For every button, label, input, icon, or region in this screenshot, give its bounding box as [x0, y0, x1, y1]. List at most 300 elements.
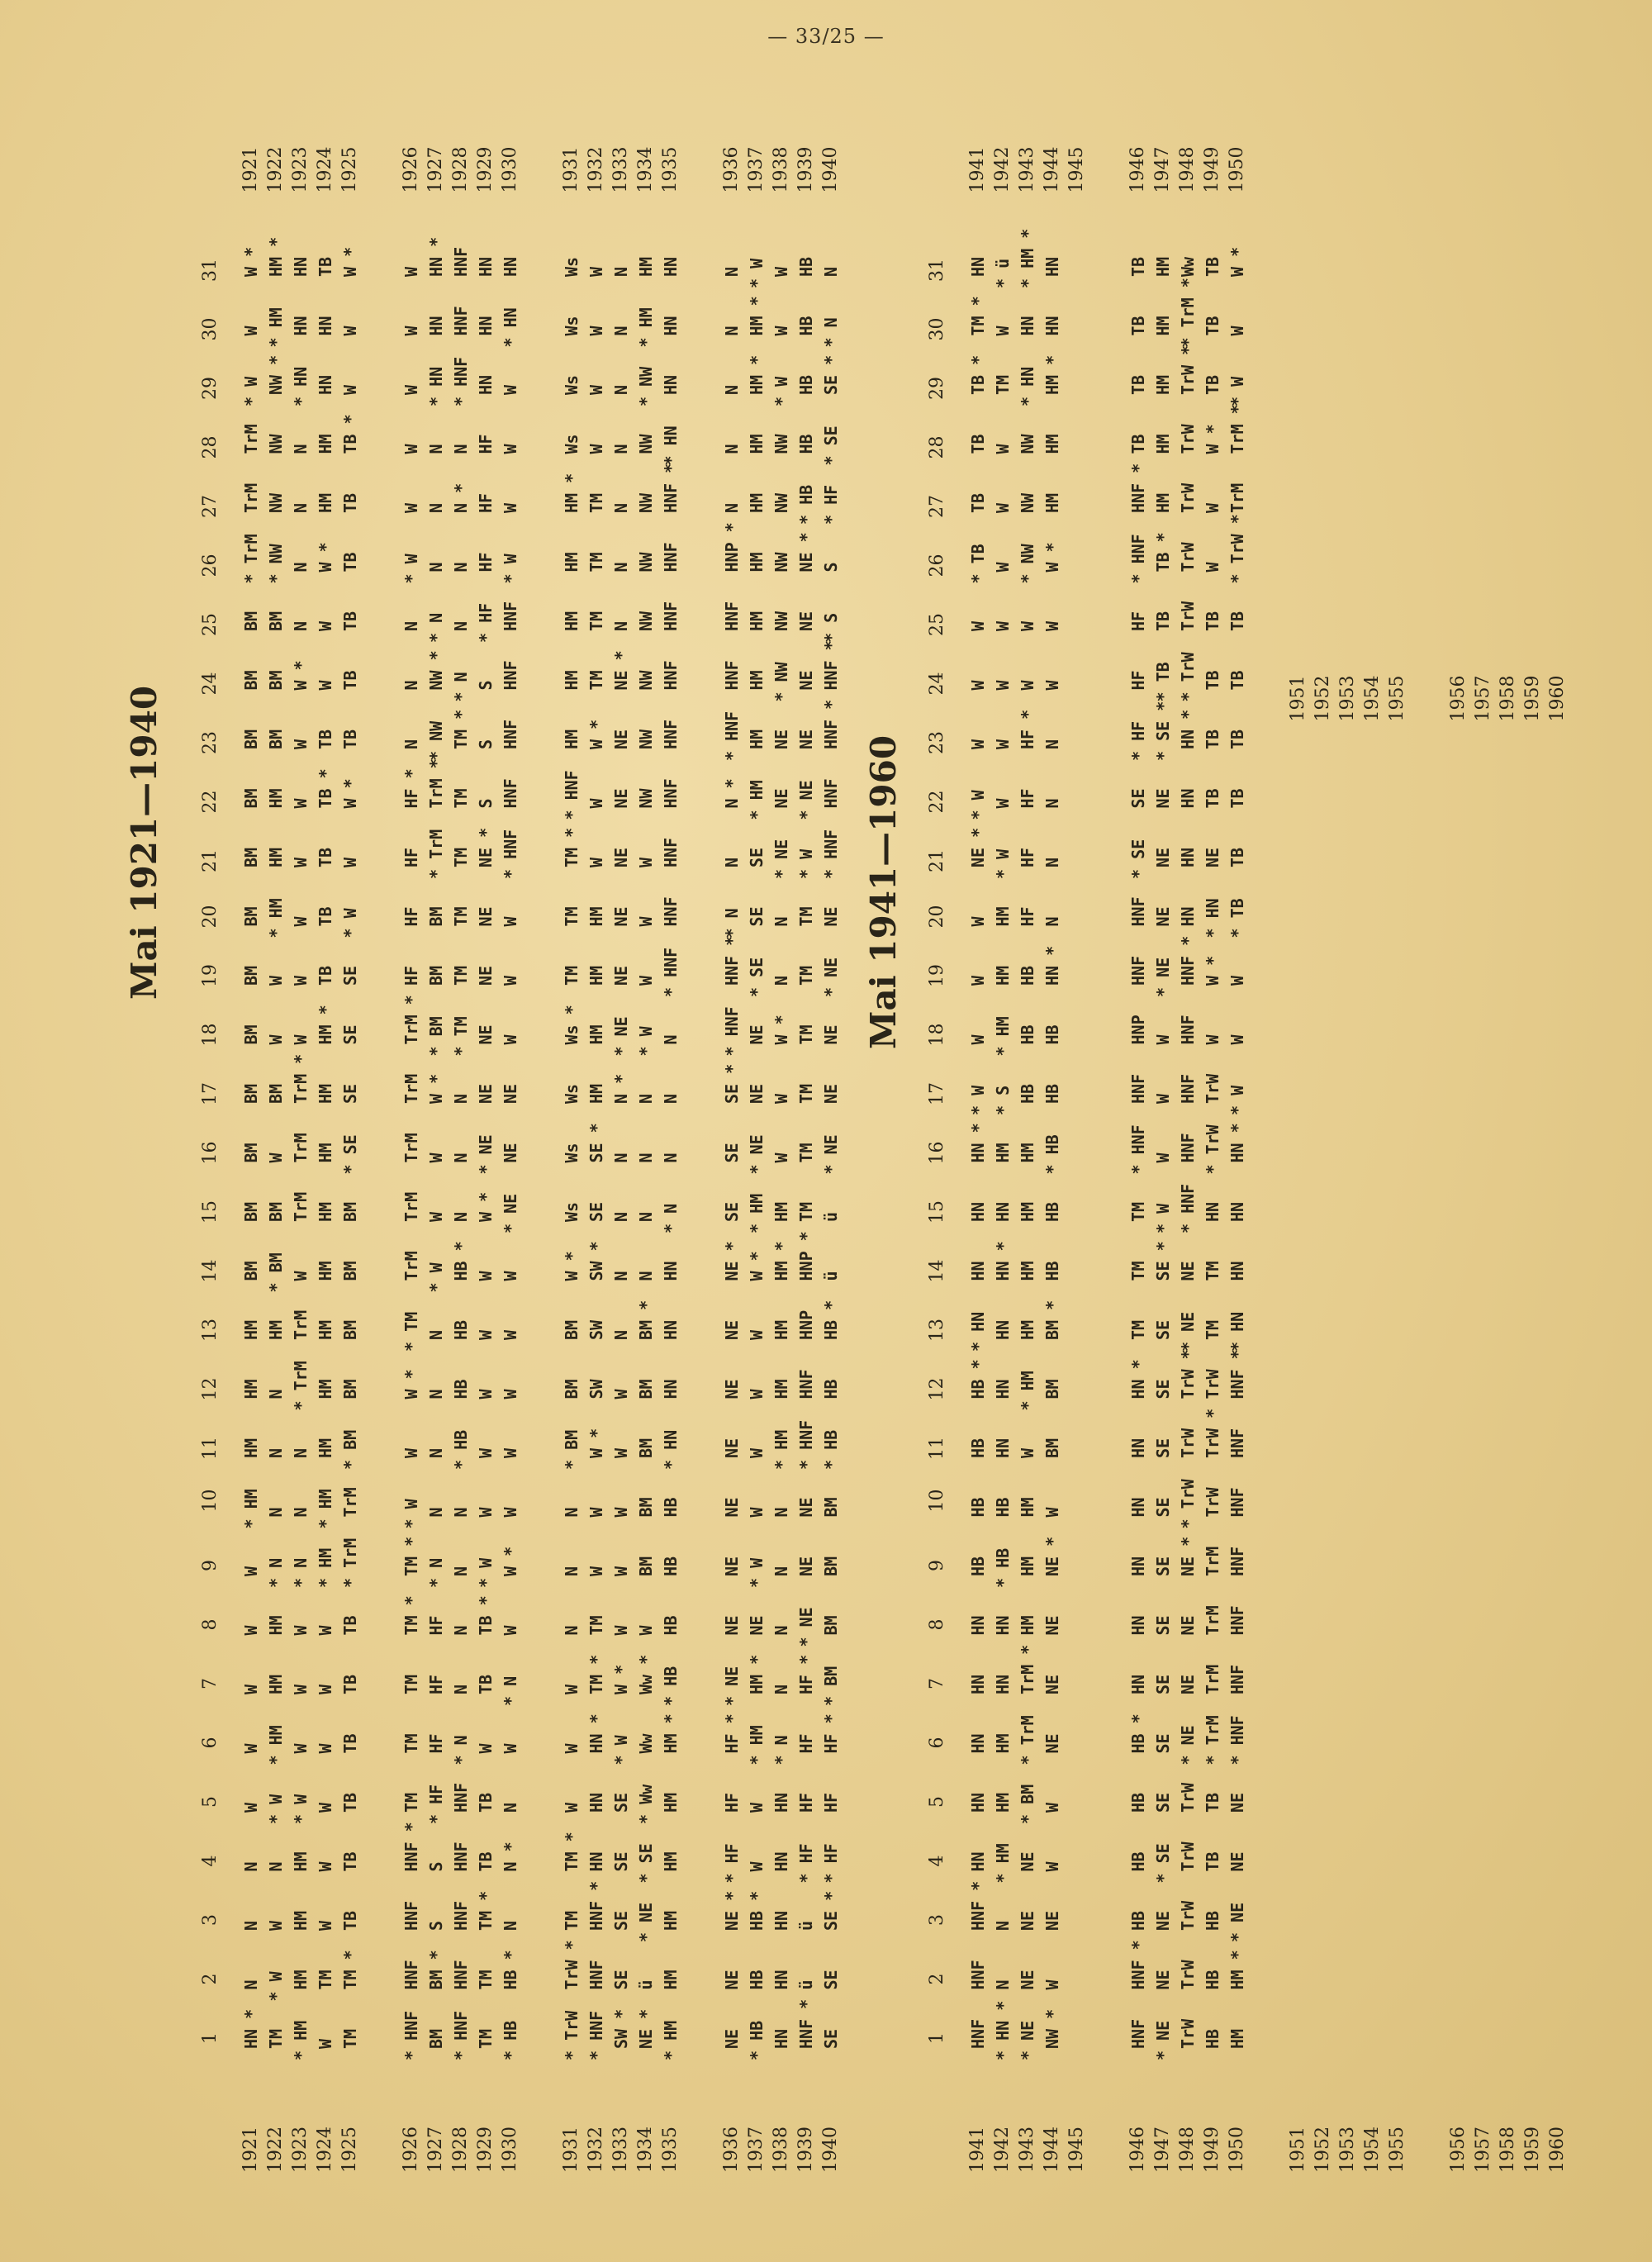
weather-cell: W — [993, 326, 1013, 336]
weather-cell: * W — [611, 1735, 631, 1765]
weather-cell: HM * — [1042, 354, 1062, 395]
weather-cell: N — [451, 1152, 471, 1163]
weather-cell: * HM — [266, 1725, 286, 1765]
weather-cell: W — [562, 1743, 582, 1754]
year-label: 1923 — [290, 2127, 311, 2173]
weather-cell: * W — [1153, 1203, 1173, 1233]
weather-cell: TrM * — [1227, 404, 1247, 454]
weather-cell: W * — [241, 246, 261, 277]
weather-cell: W * — [611, 1664, 631, 1694]
weather-cell: NW — [636, 552, 656, 573]
weather-cell: BM — [340, 1319, 360, 1340]
weather-cell: HM — [316, 1319, 335, 1340]
weather-cell: TM — [562, 965, 582, 986]
weather-cell: HF — [476, 492, 496, 513]
day-header-25: 25 — [200, 613, 221, 636]
weather-cell: HB — [451, 1319, 471, 1340]
weather-cell: N — [1042, 857, 1062, 867]
weather-cell: HNF — [821, 778, 841, 809]
weather-cell: TrM — [340, 1487, 360, 1518]
weather-cell: TB — [968, 492, 988, 513]
weather-cell: HF — [401, 965, 421, 986]
day-header-10: 10 — [927, 1489, 947, 1513]
year-label-right: 1944 — [1042, 146, 1062, 193]
day-header-5: 5 — [200, 1796, 221, 1808]
weather-cell: * N — [426, 1557, 446, 1588]
weather-cell: HN — [661, 256, 681, 277]
weather-cell: W — [771, 1093, 791, 1104]
weather-cell: HB — [796, 374, 816, 395]
weather-cell: HNF * — [968, 1880, 988, 1931]
year-label: 1922 — [265, 2127, 286, 2173]
weather-cell: * TrM — [340, 1537, 360, 1588]
weather-cell: HN — [1128, 1497, 1148, 1518]
weather-cell: N — [722, 326, 742, 336]
weather-cell: * HN — [1203, 898, 1222, 939]
weather-cell: HM — [1153, 492, 1173, 513]
weather-cell: W — [586, 384, 606, 395]
weather-cell: TM — [340, 2028, 360, 2049]
weather-cell: * W — [796, 848, 816, 879]
weather-cell: W — [291, 1034, 311, 1045]
year-label: 1948 — [1177, 2127, 1198, 2173]
weather-cell: W — [241, 1566, 261, 1576]
weather-cell: NE * — [611, 650, 631, 691]
weather-cell: * N — [426, 612, 446, 643]
weather-cell: HNF — [1227, 1605, 1247, 1636]
weather-cell: SE — [611, 1851, 631, 1872]
weather-cell: * SE — [1153, 1843, 1173, 1884]
weather-cell: W — [636, 975, 656, 986]
day-header-26: 26 — [200, 554, 221, 577]
weather-cell: W * — [426, 1073, 446, 1104]
weather-cell: TM * — [451, 709, 471, 749]
weather-cell: N — [291, 502, 311, 513]
weather-cell: * HN * — [993, 2000, 1013, 2060]
year-label: 1921 — [240, 2127, 261, 2173]
weather-cell: N — [771, 1684, 791, 1694]
weather-cell: NW — [771, 552, 791, 573]
weather-cell: W — [501, 1625, 520, 1636]
year-label-right: 1941 — [967, 146, 988, 193]
weather-cell: W — [501, 1743, 520, 1754]
weather-cell: HN — [291, 316, 311, 336]
weather-cell: HM * — [266, 236, 286, 277]
weather-cell: W — [1227, 326, 1247, 336]
weather-cell: W * — [476, 1191, 496, 1222]
year-label-right: 1928 — [450, 146, 471, 193]
weather-cell: * TB — [1227, 898, 1247, 939]
weather-cell: HM — [1042, 492, 1062, 513]
weather-cell: HN — [661, 1319, 681, 1340]
day-header-11: 11 — [927, 1437, 947, 1460]
weather-cell: HNF * — [796, 1998, 816, 2049]
weather-cell: W — [291, 1743, 311, 1754]
weather-cell: * NE — [796, 1607, 816, 1647]
weather-cell: N — [611, 502, 631, 513]
weather-cell: W — [501, 916, 520, 927]
weather-cell: W — [1227, 975, 1247, 986]
weather-cell: W — [968, 739, 988, 749]
weather-cell: * HM — [747, 1725, 767, 1765]
weather-cell: W * — [316, 542, 335, 573]
weather-cell: NE — [476, 1024, 496, 1045]
weather-cell: NE — [1042, 1733, 1062, 1754]
weather-cell: * TrW — [1178, 1479, 1198, 1529]
weather-cell: HM — [1153, 256, 1173, 277]
weather-cell: HM — [993, 1733, 1013, 1754]
weather-cell: * BM — [340, 1429, 360, 1470]
weather-cell: W — [291, 1625, 311, 1636]
weather-cell: HM — [993, 1792, 1013, 1813]
weather-cell: * SE — [1128, 839, 1148, 879]
weather-cell: TB — [1203, 670, 1222, 691]
weather-cell: HNF * — [661, 463, 681, 513]
weather-cell: BM — [241, 729, 261, 749]
weather-cell: N — [266, 1447, 286, 1458]
weather-cell: TM — [586, 611, 606, 631]
weather-cell: W — [501, 1389, 520, 1399]
year-label: 1925 — [339, 2127, 360, 2173]
weather-cell: BM — [426, 2028, 446, 2049]
weather-cell: Ws — [562, 1083, 582, 1104]
weather-cell: * W — [401, 554, 421, 584]
weather-cell: * HM — [993, 1843, 1013, 1884]
weather-cell: Ww — [1178, 256, 1198, 277]
year-label-right: 1927 — [425, 146, 446, 193]
weather-cell: W — [476, 1389, 496, 1399]
weather-cell: N — [611, 1152, 631, 1163]
weather-cell: NE — [476, 1083, 496, 1104]
weather-cell: Ws — [562, 256, 582, 277]
weather-cell: * HM — [636, 307, 656, 348]
weather-cell: TM — [796, 1201, 816, 1222]
weather-cell: NE — [1178, 1674, 1198, 1694]
year-label-right: 1929 — [475, 146, 496, 193]
weather-cell: BM — [562, 1319, 582, 1340]
weather-cell: HN — [993, 1615, 1013, 1636]
weather-cell: * HN — [661, 1429, 681, 1470]
weather-cell: HNF — [661, 601, 681, 631]
weather-cell: HM — [291, 1851, 311, 1872]
weather-cell: * HF — [821, 1843, 841, 1884]
weather-cell: W — [316, 1625, 335, 1636]
weather-cell: * HM — [993, 1016, 1013, 1057]
weather-cell: TB — [1203, 788, 1222, 809]
weather-cell: W — [1153, 1152, 1173, 1163]
weather-cell: Ws — [562, 1143, 582, 1163]
weather-cell: BM — [241, 1201, 261, 1222]
weather-cell: * HN — [1018, 366, 1037, 406]
weather-cell: NE — [1178, 1615, 1198, 1636]
weather-cell: N — [1042, 798, 1062, 809]
weather-cell: NE — [611, 788, 631, 809]
weather-cell: NE — [1153, 788, 1173, 809]
weather-cell: HB * — [501, 1950, 520, 1990]
weather-cell: HNF — [586, 1960, 606, 1990]
weather-cell: HN — [661, 316, 681, 336]
year-label: 1930 — [500, 2127, 520, 2173]
weather-cell: HF * — [821, 1713, 841, 1754]
weather-cell: * HF — [821, 484, 841, 525]
weather-cell: NE — [747, 1024, 767, 1045]
weather-cell: N — [722, 444, 742, 454]
weather-cell: TM — [796, 1024, 816, 1045]
weather-cell: N — [291, 1507, 311, 1518]
weather-cell: HN — [993, 1319, 1013, 1340]
weather-cell: HN — [771, 1910, 791, 1931]
weather-cell: HM — [1018, 1497, 1037, 1518]
day-header-21: 21 — [927, 849, 947, 872]
year-label: 1928 — [450, 2127, 471, 2173]
weather-cell: W — [501, 1271, 520, 1281]
weather-cell: * NE — [747, 1134, 767, 1175]
weather-cell: N — [241, 1979, 261, 1990]
weather-cell: * NW — [1018, 544, 1037, 584]
year-label: 1954 — [1362, 2127, 1383, 2173]
weather-cell: TM — [796, 906, 816, 927]
weather-cell: TM — [562, 906, 582, 927]
weather-cell: * HF — [1128, 720, 1148, 761]
day-header-27: 27 — [927, 495, 947, 518]
weather-cell: NE — [771, 788, 791, 809]
year-label-right: 1949 — [1202, 146, 1222, 193]
weather-cell: BM — [241, 788, 261, 809]
weather-cell: * BM — [562, 1429, 582, 1470]
weather-cell: TM — [401, 1792, 421, 1813]
weather-cell: * HNF — [1227, 1715, 1247, 1765]
weather-cell: HNF * — [586, 1880, 606, 1931]
weather-cell: NE * — [722, 1241, 742, 1281]
weather-cell: NE * — [1042, 1536, 1062, 1576]
weather-cell: HNF — [661, 778, 681, 809]
weather-cell: HB — [1203, 1910, 1222, 1931]
weather-cell: TrW — [1178, 1841, 1198, 1872]
weather-cell: W — [501, 975, 520, 986]
weather-cell: N — [636, 1271, 656, 1281]
weather-cell: * HB — [451, 1429, 471, 1470]
weather-cell: N — [241, 1920, 261, 1931]
weather-cell: N — [611, 620, 631, 631]
weather-cell: * HNF — [1178, 1183, 1198, 1233]
year-label: 1938 — [771, 2127, 791, 2173]
weather-cell: S — [476, 680, 496, 691]
weather-cell: HN — [771, 1792, 791, 1813]
weather-cell: HN * — [1042, 945, 1062, 986]
weather-cell: HM — [266, 1615, 286, 1636]
weather-cell: NW * — [266, 354, 286, 395]
weather-cell: * BM — [821, 1666, 841, 1706]
weather-cell: HN * — [426, 236, 446, 277]
weather-cell: * W — [291, 1794, 311, 1824]
weather-cell: W — [586, 798, 606, 809]
weather-cell: W — [266, 1034, 286, 1045]
day-header-4: 4 — [200, 1855, 221, 1867]
weather-cell: HN — [1042, 316, 1062, 336]
weather-cell: TB — [476, 1674, 496, 1694]
weather-cell: HF — [1128, 670, 1148, 691]
weather-cell: TrM — [291, 1309, 311, 1340]
weather-cell: BM — [241, 906, 261, 927]
weather-cell: HN * — [1178, 709, 1198, 749]
weather-cell: TrW — [1178, 1782, 1198, 1813]
weather-cell: NE * — [636, 2008, 656, 2049]
weather-cell: TrM — [1203, 1546, 1222, 1576]
weather-cell: * HB — [821, 1429, 841, 1470]
weather-cell: HN — [968, 1615, 988, 1636]
weather-cell: NW — [636, 729, 656, 749]
weather-cell: W — [426, 1152, 446, 1163]
weather-cell: W — [562, 1802, 582, 1813]
weather-cell: HM — [771, 1379, 791, 1399]
weather-cell: W — [747, 1389, 767, 1399]
weather-cell: Ww * — [636, 1654, 656, 1694]
weather-cell: TrW — [1203, 1369, 1222, 1399]
weather-cell: SW * — [586, 1241, 606, 1281]
weather-cell: * HNF — [451, 356, 471, 406]
weather-cell: N — [401, 680, 421, 691]
weather-cell: HN — [1178, 788, 1198, 809]
year-label: 1937 — [746, 2127, 767, 2173]
weather-cell: HM — [771, 1319, 791, 1340]
year-label-right: 1931 — [561, 146, 582, 193]
weather-cell: HN — [968, 1201, 988, 1222]
weather-cell: N — [611, 326, 631, 336]
weather-cell: HNF — [1128, 2018, 1148, 2049]
weather-cell: SW — [586, 1319, 606, 1340]
weather-cell: * NE — [1018, 2020, 1037, 2060]
weather-cell: TrM — [1227, 482, 1247, 513]
weather-cell: * N — [661, 1203, 681, 1233]
weather-cell: SE — [722, 1143, 742, 1163]
weather-cell: HN — [968, 1851, 988, 1872]
weather-cell: * NE — [476, 1134, 496, 1175]
weather-cell: HF * — [1018, 709, 1037, 749]
weather-cell: TB — [340, 1792, 360, 1813]
weather-cell: TM — [476, 1970, 496, 1990]
weather-cell: W — [993, 562, 1013, 573]
weather-cell: HB — [968, 1497, 988, 1518]
weather-cell: N — [661, 1034, 681, 1045]
day-header-13: 13 — [927, 1319, 947, 1342]
weather-cell: HNF — [1227, 1487, 1247, 1518]
weather-cell: HN — [501, 256, 520, 277]
weather-cell: BM — [340, 1201, 360, 1222]
weather-cell: W — [401, 326, 421, 336]
weather-cell: HM — [241, 1319, 261, 1340]
weather-cell: TrM — [241, 424, 261, 454]
weather-cell: * BM — [1018, 1784, 1037, 1824]
weather-cell: * TrM — [241, 534, 261, 584]
weather-cell: W — [241, 1684, 261, 1694]
weather-cell: HB — [1018, 965, 1037, 986]
weather-cell: * HB — [661, 1666, 681, 1706]
weather-cell: W — [1042, 1861, 1062, 1872]
weather-cell: N — [426, 1329, 446, 1340]
weather-cell: NE — [747, 1083, 767, 1104]
weather-cell: * W — [771, 376, 791, 406]
weather-cell: W — [562, 1684, 582, 1694]
weather-cell: TrW * — [562, 1940, 582, 1990]
weather-cell: NW — [636, 670, 656, 691]
weather-cell: W — [993, 444, 1013, 454]
weather-cell: * S — [993, 1085, 1013, 1115]
weather-cell: HNF — [401, 1900, 421, 1931]
weather-cell: BM — [241, 965, 261, 986]
weather-cell: TM — [993, 374, 1013, 395]
weather-cell: W — [636, 857, 656, 867]
weather-cell: HB — [1203, 2028, 1222, 2049]
weather-cell: NE — [722, 1970, 742, 1990]
day-header-3: 3 — [200, 1914, 221, 1926]
weather-cell: HM — [747, 434, 767, 454]
weather-cell: S — [476, 739, 496, 749]
weather-cell: N — [722, 266, 742, 277]
year-label: 1945 — [1066, 2127, 1087, 2173]
weather-cell: HN — [1128, 1438, 1148, 1458]
weather-cell: TM — [1203, 1319, 1222, 1340]
weather-cell: HB — [1042, 1083, 1062, 1104]
weather-cell: Ws — [562, 374, 582, 395]
weather-cell: SE * — [1153, 1241, 1173, 1281]
year-label: 1939 — [795, 2127, 816, 2173]
weather-cell: TB — [1203, 611, 1222, 631]
weather-cell: HB — [796, 256, 816, 277]
day-header-16: 16 — [200, 1141, 221, 1165]
day-header-26: 26 — [927, 554, 947, 577]
day-header-23: 23 — [927, 731, 947, 754]
weather-cell: TB — [1203, 1851, 1222, 1872]
weather-cell: HB * — [1128, 1713, 1148, 1754]
weather-cell: N — [1042, 739, 1062, 749]
weather-cell: TM — [562, 1910, 582, 1931]
weather-cell: TB — [1128, 434, 1148, 454]
weather-cell: HM — [316, 1379, 335, 1399]
weather-cell: TM — [1128, 1201, 1148, 1222]
year-label-right: 1936 — [721, 146, 742, 193]
weather-cell: BM — [821, 1615, 841, 1636]
weather-cell: W — [1042, 620, 1062, 631]
year-label: 1946 — [1127, 2127, 1148, 2173]
weather-cell: HM — [562, 729, 582, 749]
weather-cell: * W — [1227, 376, 1247, 406]
day-header-9: 9 — [927, 1560, 947, 1571]
weather-cell: BM — [340, 1379, 360, 1399]
year-label-right: 1925 — [339, 146, 360, 193]
weather-cell: SE — [1153, 1556, 1173, 1576]
year-label-right: 1954 — [1362, 675, 1383, 722]
weather-cell: N — [611, 384, 631, 395]
weather-cell: HM — [291, 1970, 311, 1990]
weather-cell: * NE — [771, 839, 791, 879]
weather-cell: * W — [401, 1499, 421, 1529]
weather-cell: HM — [316, 492, 335, 513]
weather-cell: SE — [1153, 1319, 1173, 1340]
weather-cell: W * — [1203, 955, 1222, 986]
weather-cell: N — [451, 1093, 471, 1104]
weather-cell: * HM — [266, 898, 286, 939]
weather-cell: N * — [722, 778, 742, 809]
weather-cell: HF — [401, 847, 421, 867]
year-label-right: 1923 — [290, 146, 311, 193]
weather-cell: HNF * — [1128, 1940, 1148, 1990]
weather-cell: HNF — [1128, 955, 1148, 986]
year-label: 1931 — [561, 2127, 582, 2173]
weather-cell: W — [993, 502, 1013, 513]
weather-cell: HN — [586, 1792, 606, 1813]
weather-cell: BM — [636, 1438, 656, 1458]
weather-cell: * HF — [796, 1843, 816, 1884]
